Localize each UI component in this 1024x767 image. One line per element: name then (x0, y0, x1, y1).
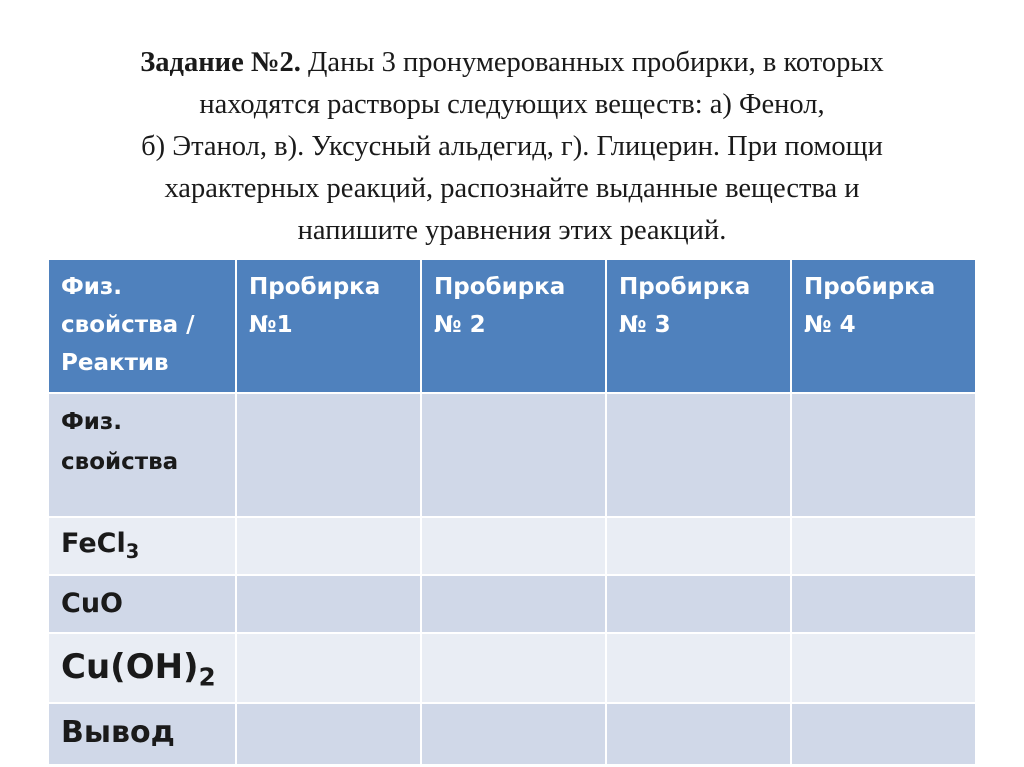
table-cell[interactable] (421, 633, 606, 703)
table-cell[interactable] (236, 517, 421, 575)
table-row-conclusion (48, 703, 976, 765)
table-cell[interactable] (421, 703, 606, 765)
task-line-2: находятся растворы следующих веществ: а) Фенол, (199, 89, 825, 120)
task-line-4: характерных реакций, распознайте выданные вещества и (164, 173, 860, 204)
row-label-conclusion: Вывод (48, 703, 236, 765)
table-cell[interactable] (606, 575, 791, 633)
table-cell[interactable] (236, 703, 421, 765)
task-text (30, 42, 994, 252)
table-cell[interactable] (606, 703, 791, 765)
task-line-5: напишите уравнения этих реакций. (297, 215, 727, 246)
table-cell[interactable] (791, 393, 976, 517)
table-row-cuoh2 (48, 633, 976, 703)
table-cell[interactable] (791, 517, 976, 575)
header-cell-reagent: Физ. свойства / Реактив (48, 259, 236, 393)
row-label-cuo: CuO (48, 575, 236, 633)
row-label-fecl3: FeCl$_3$ (48, 517, 236, 575)
table-cell[interactable] (236, 633, 421, 703)
table-header-row (48, 259, 976, 393)
table-cell[interactable] (606, 517, 791, 575)
table-cell[interactable] (606, 633, 791, 703)
table-cell[interactable] (791, 633, 976, 703)
header-cell-tube-4: Пробирка № 4 (791, 259, 976, 393)
table-cell[interactable] (791, 575, 976, 633)
header-cell-tube-1: Пробирка №1 (236, 259, 421, 393)
table-row-cuo (48, 575, 976, 633)
table-cell[interactable] (421, 517, 606, 575)
table-cell[interactable] (606, 393, 791, 517)
table-row-fecl3 (48, 517, 976, 575)
table-cell[interactable] (236, 575, 421, 633)
table-cell[interactable] (791, 703, 976, 765)
task-label: Задание №2. (140, 47, 301, 78)
table-cell[interactable] (236, 393, 421, 517)
table-cell[interactable] (421, 393, 606, 517)
task-line-3: б) Этанол, в). Уксусный альдегид, г). Глицерин. При помощи (141, 131, 883, 162)
table-row-physical-properties (48, 393, 976, 517)
row-label-physical-properties: Физ. свойства (48, 393, 236, 517)
reactions-table (47, 258, 977, 766)
header-cell-tube-2: Пробирка № 2 (421, 259, 606, 393)
task-line-1: Задание №2. Даны 3 пронумерованных пробирки, в которых (140, 47, 884, 78)
table-cell[interactable] (421, 575, 606, 633)
row-label-cuoh2: $Cu(OH)_2$ (48, 633, 236, 703)
header-cell-tube-3: Пробирка № 3 (606, 259, 791, 393)
